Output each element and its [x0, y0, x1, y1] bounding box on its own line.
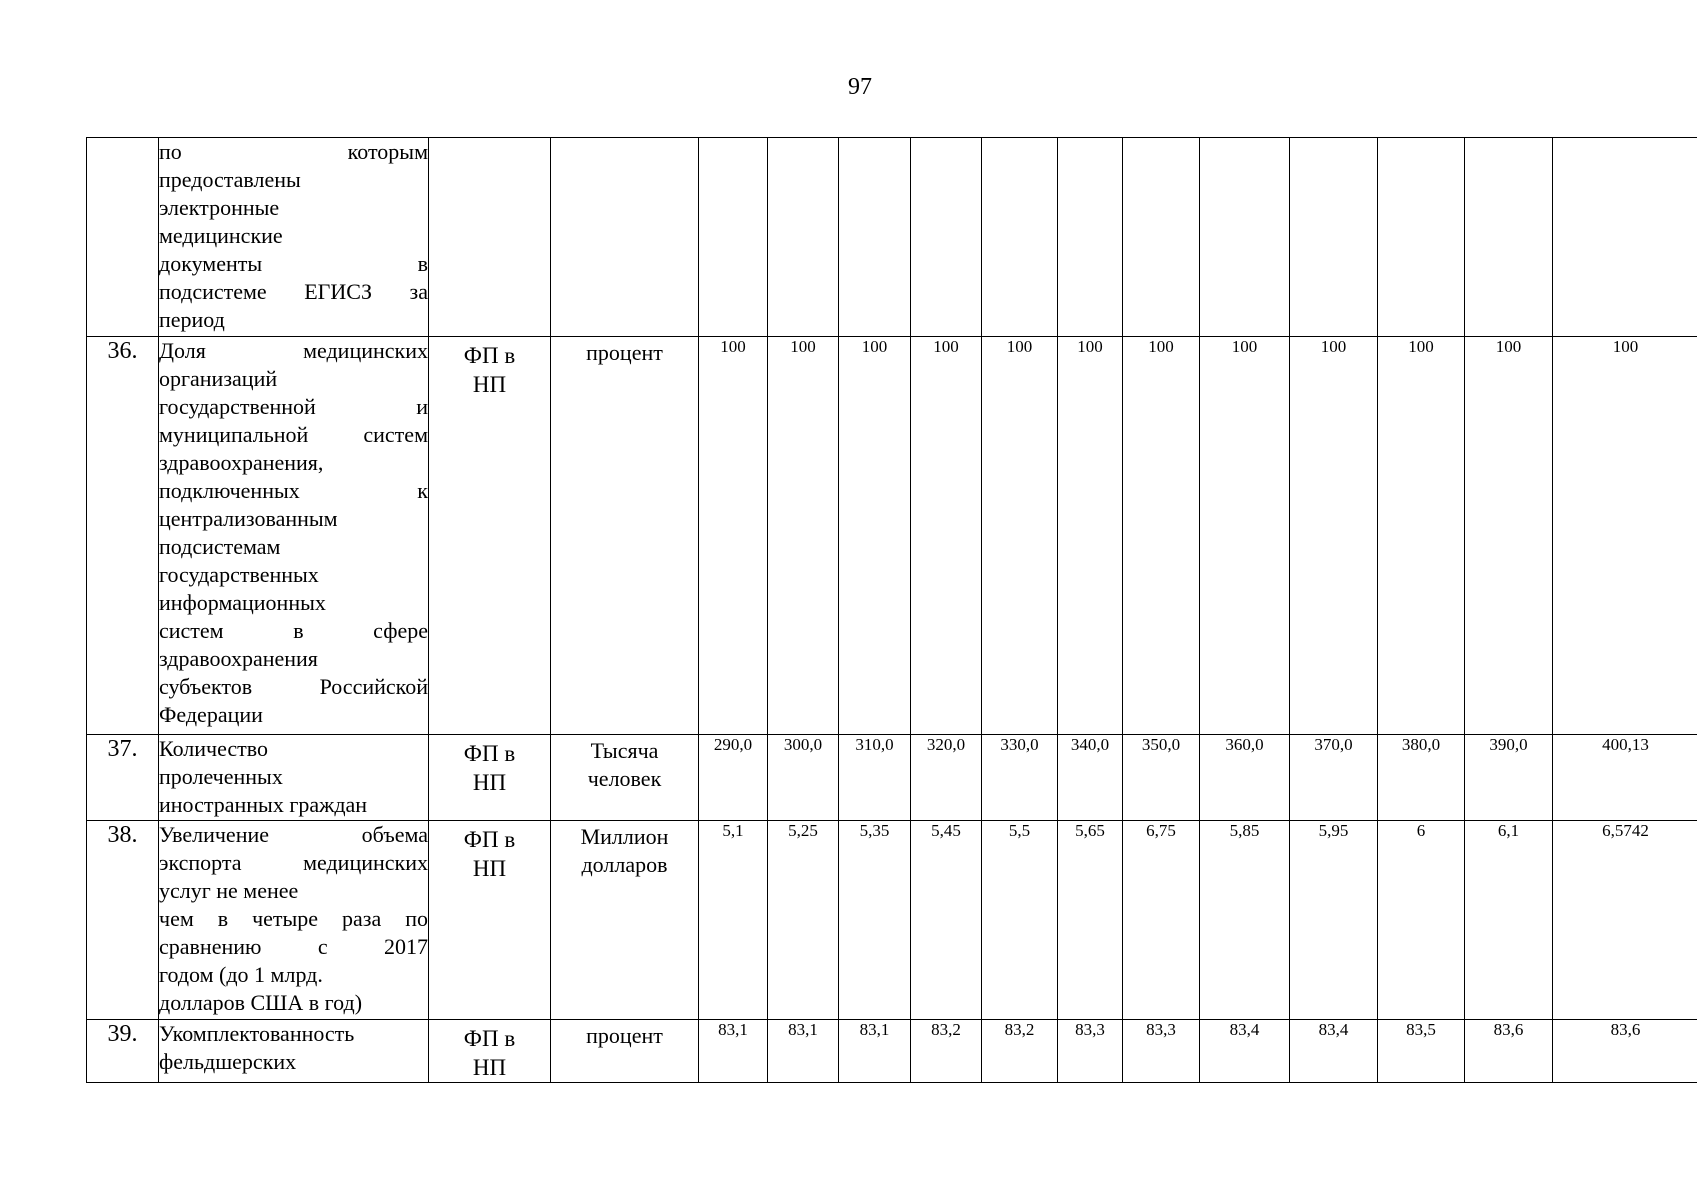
indicator-value: 6,1	[1465, 821, 1553, 1020]
indicator-name-line: период	[159, 307, 225, 332]
indicator-unit: Миллион долларов	[551, 821, 699, 1020]
indicator-value: 83,6	[1465, 1020, 1553, 1083]
indicator-name-line: пролеченных	[159, 764, 283, 789]
indicator-name-line: годом (до 1 млрд.	[159, 962, 323, 987]
indicator-unit	[551, 138, 699, 337]
indicator-name-line: чем в четыре раза по	[159, 906, 428, 931]
indicator-name-line: государственных	[159, 562, 319, 587]
indicator-value: 5,85	[1200, 821, 1290, 1020]
indicator-value: 290,0	[699, 735, 768, 821]
table-row	[87, 1020, 1697, 1083]
indicator-value	[1290, 138, 1378, 337]
indicator-name	[159, 735, 429, 821]
indicator-name-line: предоставлены	[159, 167, 301, 192]
indicator-name-line: долларов США в год)	[159, 990, 363, 1015]
indicator-name-line: экспорта медицинских	[159, 850, 428, 875]
indicator-value: 83,3	[1123, 1020, 1200, 1083]
indicator-name-line: муниципальной систем	[159, 422, 428, 447]
indicator-source: ФП в НП	[429, 337, 551, 735]
indicator-source: ФП в НП	[429, 1020, 551, 1083]
indicator-value: 100	[982, 337, 1058, 735]
indicator-name-line: Увеличение объема	[159, 822, 428, 847]
indicator-name-line: Доля медицинских	[159, 338, 428, 363]
indicator-value: 100	[699, 337, 768, 735]
indicator-value: 6,5742	[1553, 821, 1697, 1020]
indicator-value	[699, 138, 768, 337]
indicator-name-line: Федерации	[159, 702, 263, 727]
indicator-value: 340,0	[1058, 735, 1123, 821]
indicator-name-line: подключенных к	[159, 478, 428, 503]
row-number: 38.	[87, 821, 159, 1020]
indicator-value	[982, 138, 1058, 337]
indicator-value	[1553, 138, 1697, 337]
indicator-value: 370,0	[1290, 735, 1378, 821]
indicator-value: 360,0	[1200, 735, 1290, 821]
indicator-name-line: здравоохранения,	[159, 450, 324, 475]
indicator-name	[159, 821, 429, 1020]
indicator-value	[1378, 138, 1465, 337]
indicator-value: 6	[1378, 821, 1465, 1020]
indicator-name	[159, 1020, 429, 1083]
indicator-value: 83,2	[911, 1020, 982, 1083]
indicator-name-line: иностранных граждан	[159, 792, 368, 817]
indicator-value: 5,1	[699, 821, 768, 1020]
indicator-value: 100	[911, 337, 982, 735]
indicator-value: 100	[1123, 337, 1200, 735]
indicator-value: 100	[1378, 337, 1465, 735]
indicator-name-line: Количество	[159, 736, 269, 761]
table-row	[87, 735, 1697, 821]
indicator-name-line: подсистемам	[159, 534, 281, 559]
indicator-value: 100	[839, 337, 911, 735]
indicator-value: 5,35	[839, 821, 911, 1020]
indicator-value: 320,0	[911, 735, 982, 821]
indicator-value: 83,1	[768, 1020, 839, 1083]
table-row	[87, 821, 1697, 1020]
indicator-name-line: информационных	[159, 590, 326, 615]
indicator-value: 5,25	[768, 821, 839, 1020]
indicator-value: 83,6	[1553, 1020, 1697, 1083]
indicator-value: 83,1	[839, 1020, 911, 1083]
indicator-value: 100	[1290, 337, 1378, 735]
indicator-value: 390,0	[1465, 735, 1553, 821]
indicator-source: ФП в НП	[429, 821, 551, 1020]
row-number	[87, 138, 159, 337]
table-row	[87, 337, 1697, 735]
indicator-value: 100	[1465, 337, 1553, 735]
table-row	[87, 138, 1697, 337]
indicator-value	[1200, 138, 1290, 337]
indicator-name-line: услуг не менее	[159, 878, 299, 903]
indicator-name	[159, 138, 429, 337]
indicator-value: 100	[1553, 337, 1697, 735]
indicator-unit: процент	[551, 1020, 699, 1083]
indicator-source: ФП в НП	[429, 735, 551, 821]
indicator-name-line: документы в	[159, 251, 428, 276]
indicator-value: 83,5	[1378, 1020, 1465, 1083]
indicator-value: 330,0	[982, 735, 1058, 821]
indicator-value: 310,0	[839, 735, 911, 821]
indicator-value	[1123, 138, 1200, 337]
indicator-name-line: сравнению с 2017	[159, 934, 428, 959]
indicator-value: 380,0	[1378, 735, 1465, 821]
indicator-unit: процент	[551, 337, 699, 735]
indicator-value: 83,2	[982, 1020, 1058, 1083]
indicator-value	[839, 138, 911, 337]
indicator-value: 83,1	[699, 1020, 768, 1083]
indicator-value: 83,3	[1058, 1020, 1123, 1083]
indicator-name-line: организаций	[159, 366, 278, 391]
indicator-name-line: государственной и	[159, 394, 428, 419]
row-number: 36.	[87, 337, 159, 735]
indicator-value: 5,65	[1058, 821, 1123, 1020]
indicator-name	[159, 337, 429, 735]
row-number: 39.	[87, 1020, 159, 1083]
indicator-name-line: подсистеме ЕГИСЗ за	[159, 279, 428, 304]
indicator-value: 300,0	[768, 735, 839, 821]
indicator-unit: Тысяча человек	[551, 735, 699, 821]
indicator-name-line: электронные	[159, 195, 280, 220]
indicators-table	[86, 137, 1697, 1083]
indicator-value: 5,95	[1290, 821, 1378, 1020]
indicator-value: 350,0	[1123, 735, 1200, 821]
indicator-name-line: Укомплектованность	[159, 1021, 355, 1046]
indicator-name-line: централизованным	[159, 506, 338, 531]
indicator-value: 100	[1058, 337, 1123, 735]
indicator-value: 6,75	[1123, 821, 1200, 1020]
indicator-value	[1465, 138, 1553, 337]
page-number: 97	[848, 74, 872, 100]
indicator-name-line: медицинские	[159, 223, 283, 248]
indicator-value: 400,13	[1553, 735, 1697, 821]
indicator-value: 100	[768, 337, 839, 735]
indicator-value: 5,45	[911, 821, 982, 1020]
indicator-value: 5,5	[982, 821, 1058, 1020]
row-number: 37.	[87, 735, 159, 821]
indicator-name-line: субъектов Российской	[159, 674, 428, 699]
indicator-value	[1058, 138, 1123, 337]
indicator-value	[911, 138, 982, 337]
indicator-value: 83,4	[1200, 1020, 1290, 1083]
indicator-name-line: фельдшерских	[159, 1049, 297, 1074]
indicator-value: 100	[1200, 337, 1290, 735]
indicator-name-line: по которым	[159, 139, 428, 164]
indicator-value: 83,4	[1290, 1020, 1378, 1083]
indicator-name-line: систем в сфере	[159, 618, 428, 643]
indicator-source	[429, 138, 551, 337]
indicator-value	[768, 138, 839, 337]
indicator-name-line: здравоохранения	[159, 646, 318, 671]
